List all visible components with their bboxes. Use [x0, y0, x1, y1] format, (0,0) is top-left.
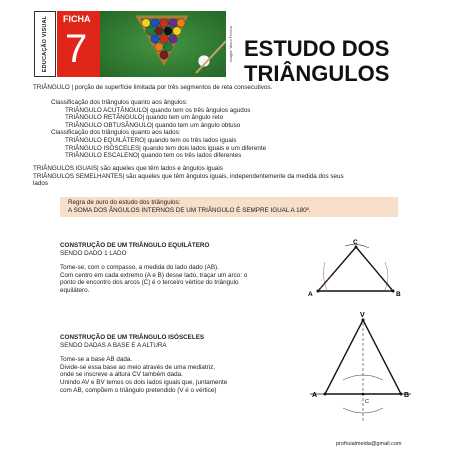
vertex-a-label: A	[308, 291, 313, 298]
isosceles-diagram	[305, 310, 415, 430]
isosceles-step: Divide-se essa base ao meio através de uma mediatriz,	[60, 363, 216, 371]
angle-item: TRIÂNGULO OBTUSÂNGULO| quando tem um ângulo obtuso	[65, 121, 241, 129]
equal-similar-section	[33, 165, 344, 188]
title-line-1: ESTUDO DOS	[244, 36, 390, 61]
side-item: TRIÂNGULO EQUILÁTERO| quando tem os três lados iguais	[65, 136, 237, 144]
rule-statement: A SOMA DOS ÂNGULOS INTERNOS DE UM TRIÂNGULO É SEMPRE IGUAL A 180º.	[68, 207, 311, 214]
equilateral-step: Com centro em cada extremo (A e B) desse lado, traçar um arco: o	[60, 271, 248, 279]
ficha-number: 7	[65, 27, 88, 71]
isosceles-subtitle: SENDO DADAS A BASE E A ALTURA	[60, 341, 167, 349]
definition: TRIÂNGULO | porção de superfície limitada por três segmentos de reta consecutivos.	[33, 84, 273, 91]
isosceles-step: Tome-se a base AB dada.	[60, 356, 133, 364]
ficha-label: FICHA	[63, 14, 91, 24]
equilateral-subtitle: SENDO DADO 1 LADO	[60, 249, 127, 257]
equilateral-step: equilátero.	[60, 286, 90, 294]
equilateral-title: CONSTRUÇÃO DE UM TRIÂNGULO EQUILÁTERO	[60, 242, 210, 249]
billiard-balls-photo	[100, 11, 226, 77]
side-item: TRIÂNGULO ESCALENO| quando tem os três lados diferentes	[65, 152, 242, 160]
similar-triangles: TRIÂNGULOS SEMELHANTES| são aqueles que têm ângulos iguais, independentemente da medida dos seus	[33, 172, 344, 180]
vertex-b-label: B	[396, 291, 401, 298]
classification-section	[33, 99, 266, 160]
point-c-label: C	[365, 399, 369, 405]
equilateral-diagram	[305, 236, 405, 300]
angle-item: TRIÂNGULO RETÂNGULO| quando tem um ângulo reto	[65, 114, 224, 122]
subject-tab	[34, 11, 56, 77]
golden-rule-box	[60, 197, 398, 217]
similar-triangles-cont: lados	[33, 180, 49, 188]
equal-triangles: TRIÂNGULOS IGUAIS| são aqueles que têm lados e ângulos iguais	[33, 165, 223, 172]
ficha-badge	[57, 11, 100, 77]
isosceles-step: Unindo AV e BV temos os dois lados iguais que, juntamente	[60, 378, 228, 386]
angle-item: TRIÂNGULO ACUTÂNGULO| quando tem os três ângulos agudos	[65, 106, 251, 114]
photo-credit: Images: Vasco Ferreira	[229, 25, 233, 63]
isosceles-step: com AB, compõem o triângulo pretendido (V é o vértice)	[60, 386, 217, 394]
isosceles-step: onde se inscreve a altura CV também dada.	[60, 371, 183, 379]
vertex-b-label: B	[404, 392, 410, 399]
subject-label: EDUCAÇÃO VISUAL	[42, 15, 48, 73]
angles-heading: Classificação dos triângulos quanto aos ângulos:	[51, 99, 188, 106]
equilateral-step: Tome-se, com o compasso, a medida do lado dado (AB).	[60, 264, 219, 272]
isosceles-title: CONSTRUÇÃO DE UM TRIÂNGULO ISÓSCELES	[60, 334, 205, 341]
equilateral-section	[60, 242, 247, 295]
vertex-v-label: V	[360, 312, 365, 319]
sides-heading: Classificação dos triângulos quanto aos lados:	[51, 129, 181, 137]
page-title	[244, 36, 389, 86]
footer-email: profruialmeida@gmail.com	[336, 441, 402, 447]
vertex-a-label: A	[312, 392, 318, 399]
side-item: TRIÂNGULO ISÓSCELES| quando tem dois lados iguais e um diferente	[65, 144, 267, 152]
rule-heading: Regra de ouro do estudo dos triângulos:	[68, 199, 181, 206]
equilateral-step: ponto de encontro dos arcos (C) é o terceiro vértice do triângulo	[60, 279, 239, 287]
billiard-balls-illustration	[100, 11, 226, 77]
isosceles-section	[60, 334, 227, 394]
vertex-c-label: C	[353, 239, 358, 246]
title-line-2: TRIÂNGULOS	[244, 61, 390, 86]
